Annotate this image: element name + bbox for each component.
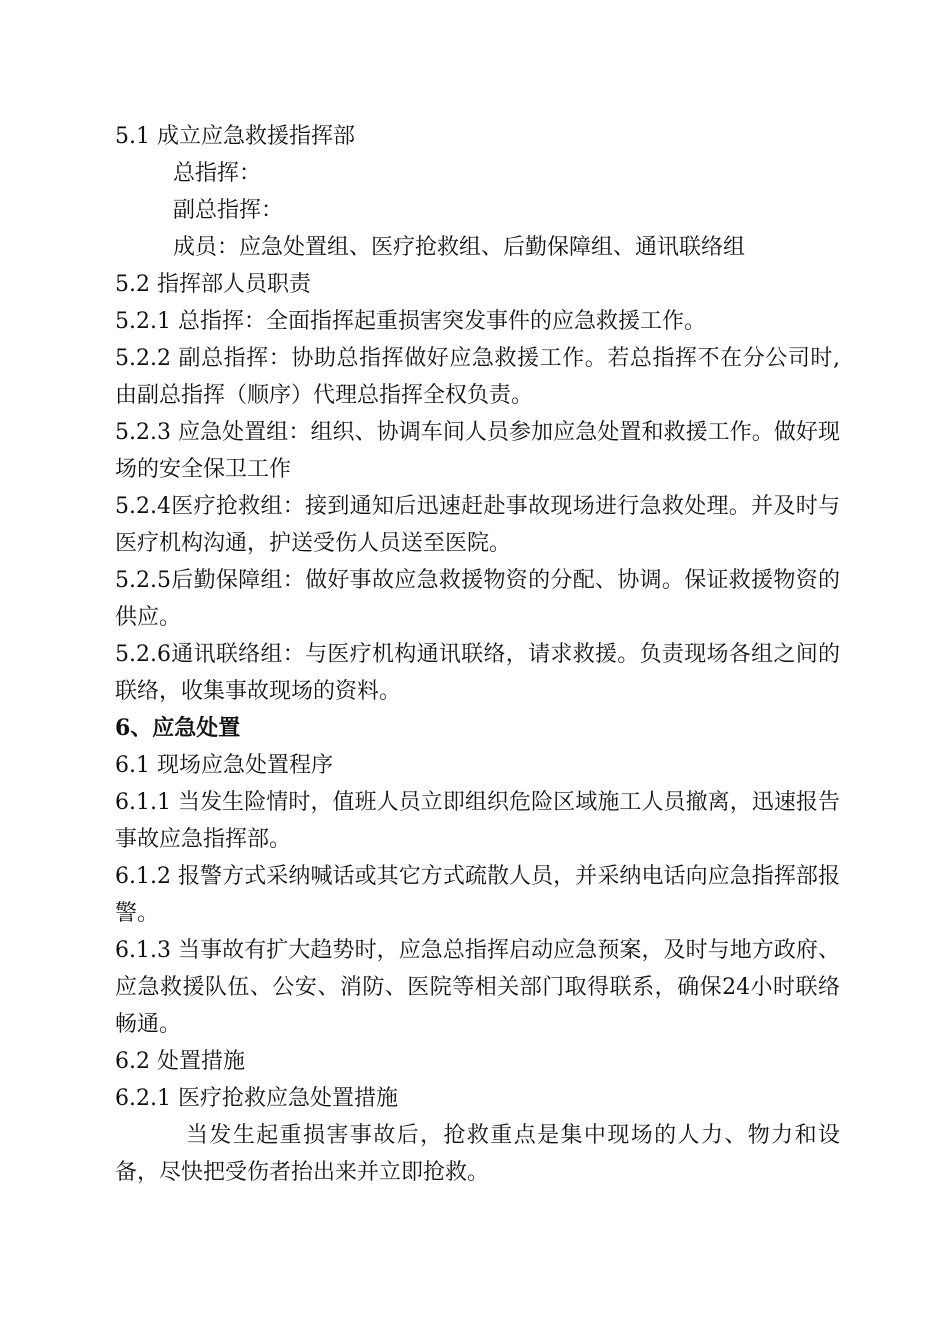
deputy-commander-label: 副总指挥： [173,198,284,223]
members-line: 成员：应急处置组、医疗抢救组、后勤保障组、通讯联络组 [173,235,746,260]
paragraph-5-2-2: 5.2.2 副总指挥：协助总指挥做好应急救援工作。若总指挥不在分公司时,由副总指挥（顺序）代理总指挥全权负责。 [115,346,840,408]
paragraph-6-1-2: 6.1.2 报警方式采纳喊话或其它方式疏散人员，并采纳电话向应急指挥部报警。 [115,864,840,926]
commander-label: 总指挥： [173,161,262,186]
paragraph-6-1-1: 6.1.1 当发生险情时，值班人员立即组织危险区域施工人员撤离，迅速报告事故应急指挥部。 [115,790,840,852]
paragraph-5-2-5: 5.2.5后勤保障组：做好事故应急救援物资的分配、协调。保证救援物资的供应。 [115,568,840,630]
section-heading-6-1: 6.1 现场应急处置程序 [115,753,333,778]
section-heading-6: 6、应急处置 [115,715,241,741]
section-heading-5-1: 5.1 成立应急救援指挥部 [115,124,355,149]
document-body [115,118,840,1191]
section-heading-5-2: 5.2 指挥部人员职责 [115,272,311,297]
paragraph-5-2-4: 5.2.4医疗抢救组：接到通知后迅速赶赴事故现场进行急救处理。并及时与医疗机构沟通，护送受伤人员送至医院。 [115,494,840,556]
paragraph-5-2-1: 5.2.1 总指挥：全面指挥起重损害突发事件的应急救援工作。 [115,309,706,334]
paragraph-6-2-1-body: 当发生起重损害事故后，抢救重点是集中现场的人力、物力和设备，尽快把受伤者抬出来并立即抢救。 [115,1123,840,1185]
paragraph-6-1-3: 6.1.3 当事故有扩大趋势时，应急总指挥启动应急预案，及时与地方政府、应急救援队伍、公安、消防、医院等相关部门取得联系，确保24小时联络畅通。 [115,938,840,1037]
paragraph-5-2-6: 5.2.6通讯联络组：与医疗机构通讯联络，请求救援。负责现场各组之间的联络，收集事故现场的资料。 [115,642,840,704]
section-heading-6-2: 6.2 处置措施 [115,1049,245,1074]
section-heading-6-2-1: 6.2.1 医疗抢救应急处置措施 [115,1086,398,1111]
paragraph-5-2-3: 5.2.3 应急处置组：组织、协调车间人员参加应急处置和救援工作。做好现场的安全保卫工作 [115,420,840,482]
